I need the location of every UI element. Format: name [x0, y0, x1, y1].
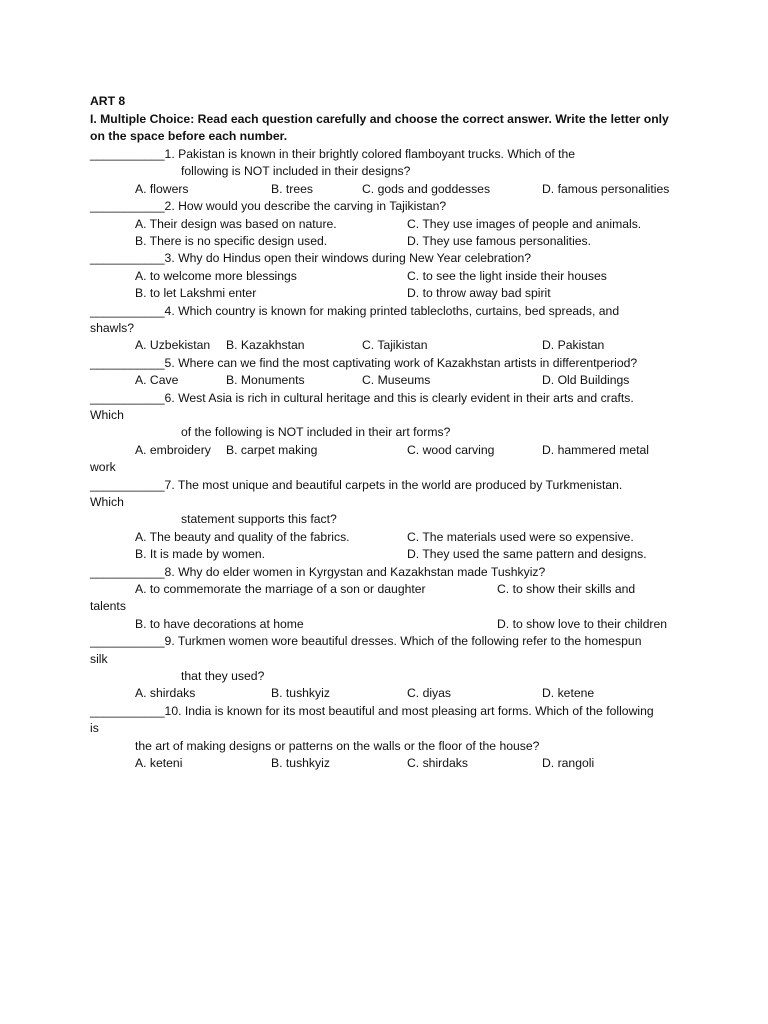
question-7-choices-row-1	[0, 529, 768, 546]
question-10	[0, 703, 768, 720]
question-text: the art of making designs or patterns on the walls or the floor of the house?	[135, 739, 540, 753]
instructions-text: on the space before each number.	[90, 129, 288, 143]
choice-d: D. famous personalities	[542, 182, 670, 196]
choice-d: D. to show love to their children	[497, 617, 668, 631]
question-text: ___________8. Why do elder women in Kyrgystan and Kazakhstan made Tushkyiz?	[90, 565, 546, 579]
choice-c: C. gods and goddesses	[362, 182, 491, 196]
choice-c: C. shirdaks	[407, 756, 468, 770]
choice-c: C. The materials used were so expensive.	[407, 530, 634, 544]
question-3	[0, 250, 768, 267]
question-7-choices-row-2	[0, 546, 768, 563]
question-10-choices	[0, 755, 768, 772]
question-text: ___________10. India is known for its most beautiful and most pleasing art forms. Which of the following	[90, 704, 654, 718]
question-6-choices	[0, 442, 768, 459]
question-8	[0, 564, 768, 581]
choice-d: D. hammered metal	[542, 443, 650, 457]
question-4-continued	[0, 320, 768, 337]
choice-a: A. embroidery	[135, 443, 211, 457]
choice-b: B. It is made by women.	[135, 547, 266, 561]
question-text: following is NOT included in their designs?	[181, 164, 411, 178]
choice-d: D. They used the same pattern and designs.	[407, 547, 647, 561]
question-text: Which	[90, 408, 124, 422]
question-text: ___________1. Pakistan is known in their brightly colored flamboyant trucks. Which of the	[90, 147, 576, 161]
question-9-continued	[0, 651, 768, 668]
choice-a: A. Uzbekistan	[135, 338, 211, 352]
question-text: statement supports this fact?	[181, 512, 337, 526]
instructions-text: I. Multiple Choice: Read each question carefully and choose the correct answer. Write the letter only	[90, 112, 669, 126]
question-text: ___________3. Why do Hindus open their windows during New Year celebration?	[90, 251, 532, 265]
instructions-line-1	[0, 111, 768, 128]
question-5-choices	[0, 372, 768, 389]
question-2-choices-row-1	[0, 216, 768, 233]
question-text: silk	[90, 652, 108, 666]
choice-c: C. to see the light inside their houses	[407, 269, 607, 283]
question-text: shawls?	[90, 321, 135, 335]
choice-b: B. tushkyiz	[271, 756, 330, 770]
choice-d-wrap: work	[90, 460, 116, 474]
choice-a: A. to commemorate the marriage of a son or daughter	[135, 582, 426, 596]
choice-a: A. Their design was based on nature.	[135, 217, 337, 231]
choice-a: A. shirdaks	[135, 686, 196, 700]
choice-b: B. trees	[271, 182, 313, 196]
choice-a: A. to welcome more blessings	[135, 269, 297, 283]
choice-c: C. They use images of people and animals.	[407, 217, 642, 231]
choice-b: B. Kazakhstan	[226, 338, 305, 352]
question-10-continued	[0, 720, 768, 737]
question-3-choices-row-2	[0, 285, 768, 302]
choice-b: B. There is no specific design used.	[135, 234, 328, 248]
question-6	[0, 390, 768, 407]
choice-c: C. Museums	[362, 373, 431, 387]
question-1-choices	[0, 181, 768, 198]
choice-a: A. keteni	[135, 756, 183, 770]
question-text: Which	[90, 495, 124, 509]
question-8-choices-row-1	[0, 581, 768, 598]
question-9	[0, 633, 768, 650]
question-text: that they used?	[181, 669, 265, 683]
question-6-choice-wrap	[0, 459, 768, 476]
choice-d: D. ketene	[542, 686, 595, 700]
question-3-choices-row-1	[0, 268, 768, 285]
question-2	[0, 198, 768, 215]
choice-c: C. diyas	[407, 686, 452, 700]
choice-b: B. tushkyiz	[271, 686, 330, 700]
question-text: ___________9. Turkmen women wore beautiful dresses. Which of the following refer to the homespun	[90, 634, 642, 648]
choice-d: D. rangoli	[542, 756, 595, 770]
question-1-continued	[0, 163, 768, 180]
question-10-continued-2	[0, 738, 768, 755]
question-7	[0, 477, 768, 494]
question-text: ___________4. Which country is known for making printed tablecloths, curtains, bed spreads, and	[90, 304, 620, 318]
question-text: ___________6. West Asia is rich in cultural heritage and this is clearly evident in their arts and crafts.	[90, 391, 634, 405]
choice-a: A. The beauty and quality of the fabrics.	[135, 530, 350, 544]
question-1	[0, 146, 768, 163]
question-5	[0, 355, 768, 372]
question-8-choice-wrap	[0, 598, 768, 615]
choice-b: B. to let Lakshmi enter	[135, 286, 257, 300]
choice-a: A. Cave	[135, 373, 179, 387]
question-text: ___________7. The most unique and beautiful carpets in the world are produced by Turkmenistan.	[90, 478, 623, 492]
choice-c: C. to show their skills and	[497, 582, 636, 596]
choice-d: D. Pakistan	[542, 338, 605, 352]
question-9-continued-2	[0, 668, 768, 685]
question-text: is	[90, 721, 99, 735]
question-text: ___________2. How would you describe the carving in Tajikistan?	[90, 199, 447, 213]
choice-b: B. to have decorations at home	[135, 617, 304, 631]
choice-a: A. flowers	[135, 182, 189, 196]
question-2-choices-row-2	[0, 233, 768, 250]
question-7-continued	[0, 494, 768, 511]
question-4-choices	[0, 337, 768, 354]
question-6-continued-2	[0, 424, 768, 441]
question-text: ___________5. Where can we find the most captivating work of Kazakhstan artists in differentperiod?	[90, 356, 638, 370]
question-7-continued-2	[0, 511, 768, 528]
choice-b: B. carpet making	[226, 443, 318, 457]
document-title-line	[0, 93, 768, 110]
choice-c: C. Tajikistan	[362, 338, 428, 352]
question-text: of the following is NOT included in their art forms?	[181, 425, 451, 439]
document-title: ART 8	[90, 94, 126, 108]
choice-d: D. They use famous personalities.	[407, 234, 592, 248]
question-4	[0, 303, 768, 320]
choice-d: D. to throw away bad spirit	[407, 286, 551, 300]
choice-c-wrap: talents	[90, 599, 126, 613]
choice-c: C. wood carving	[407, 443, 495, 457]
question-8-choices-row-2	[0, 616, 768, 633]
choice-b: B. Monuments	[226, 373, 305, 387]
question-9-choices	[0, 685, 768, 702]
choice-d: D. Old Buildings	[542, 373, 630, 387]
instructions-line-2	[0, 128, 768, 145]
question-6-continued	[0, 407, 768, 424]
